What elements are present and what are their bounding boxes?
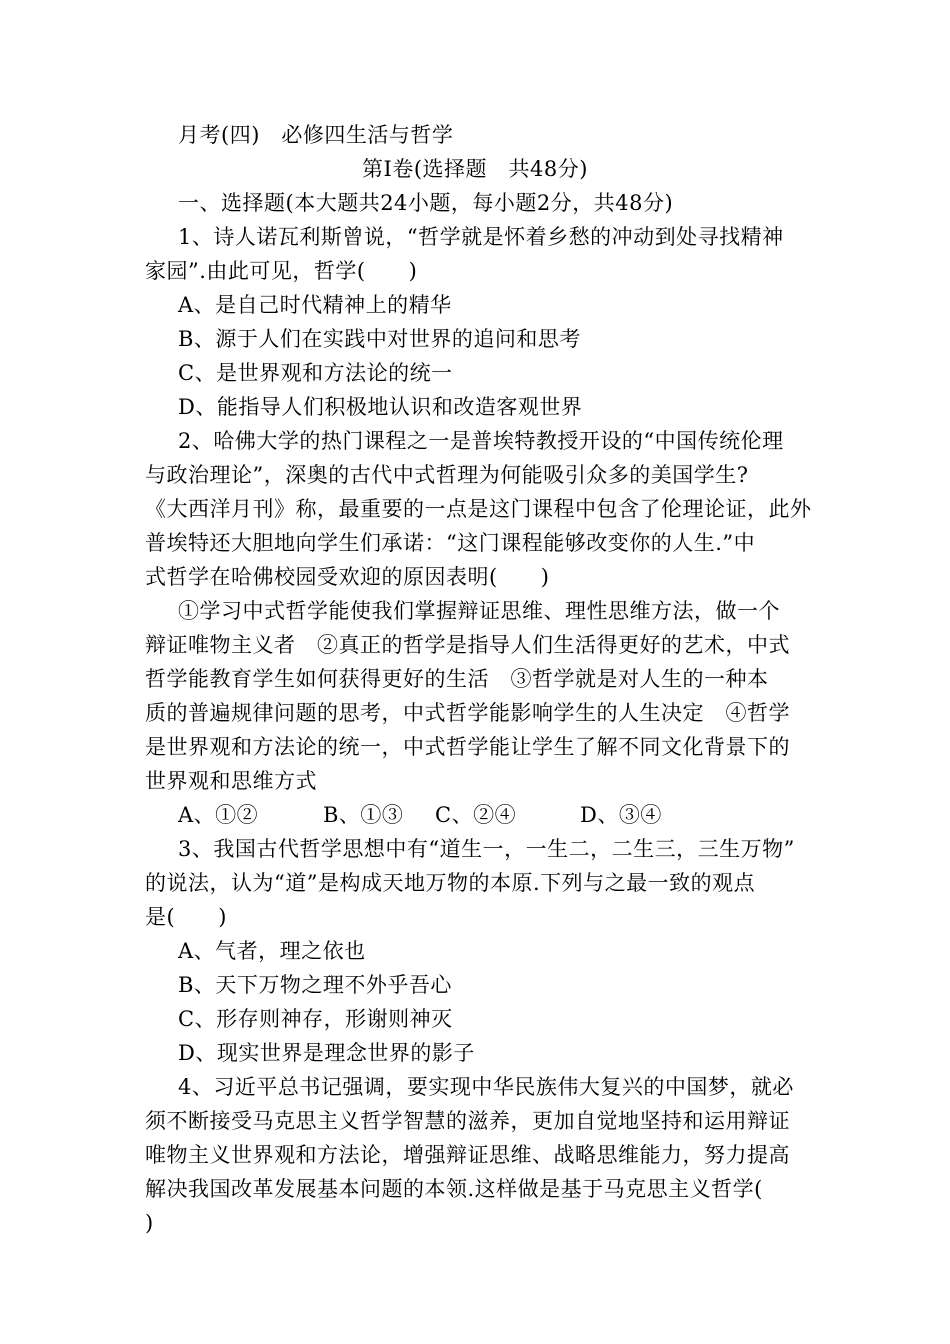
q1-stem-line: 家园”.由此可见，哲学( ): [145, 259, 418, 283]
q2-statement-line: 是世界观和方法论的统一，中式哲学能让学生了解不同文化背景下的: [145, 735, 790, 759]
q4-stem-line: 4、习近平总书记强调，要实现中华民族伟大复兴的中国梦，就必: [178, 1075, 794, 1099]
q2-choice-d: D、③④: [580, 803, 662, 827]
q2-statement-line: 世界观和思维方式: [145, 769, 317, 793]
q3-option-d: D、现实世界是理念世界的影子: [178, 1041, 475, 1065]
q2-stem-line: 2、哈佛大学的热门课程之一是普埃特教授开设的“中国传统伦理: [178, 429, 784, 453]
q2-statement-line: 辩证唯物主义者 ②真正的哲学是指导人们生活得更好的艺术，中式: [145, 633, 790, 657]
q2-stem-line: 普埃特还大胆地向学生们承诺：“这门课程能够改变你的人生.”中: [145, 531, 756, 555]
q3-stem-line: 3、我国古代哲学思想中有“道生一，一生二，二生三，三生万物”: [178, 837, 795, 861]
q2-statement-line: ①学习中式哲学能使我们掌握辩证思维、理性思维方法，做一个: [178, 599, 780, 623]
q2-stem-line: 《大西洋月刊》称，最重要的一点是这门课程中包含了伦理论证，此外: [145, 497, 812, 521]
q4-stem-line: ): [145, 1211, 154, 1235]
q2-choice-b: B、①③: [323, 803, 404, 827]
q2-choice-c: C、②④: [435, 803, 517, 827]
section-header: 第Ⅰ卷(选择题 共48分): [362, 157, 588, 181]
q1-stem-line: 1、诗人诺瓦利斯曾说，“哲学就是怀着乡愁的冲动到处寻找精神: [178, 225, 784, 249]
q2-choices: [178, 798, 843, 832]
q2-choice-a: A、①②: [178, 803, 259, 827]
q2-stem-line: 与政治理论”，深奥的古代中式哲理为何能吸引众多的美国学生?: [145, 463, 749, 487]
q1-option-c: C、是世界观和方法论的统一: [178, 361, 453, 385]
q4-stem-line: 解决我国改革发展基本问题的本领.这样做是基于马克思主义哲学(: [145, 1177, 763, 1201]
q4-stem-line: 唯物主义世界观和方法论，增强辩证思维、战略思维能力，努力提高: [145, 1143, 790, 1167]
q3-option-c: C、形存则神存，形谢则神灭: [178, 1007, 453, 1031]
q4-stem-line: 须不断接受马克思主义哲学智慧的滋养，更加自觉地坚持和运用辩证: [145, 1109, 790, 1133]
q2-statement-line: 哲学能教育学生如何获得更好的生活 ③哲学就是对人生的一种本: [145, 667, 769, 691]
q2-statement-line: 质的普遍规律问题的思考，中式哲学能影响学生的人生决定 ④哲学: [145, 701, 790, 725]
q3-option-b: B、天下万物之理不外乎吾心: [178, 973, 452, 997]
q1-option-a: A、是自己时代精神上的精华: [178, 293, 452, 317]
q3-stem-line: 是( ): [145, 905, 227, 929]
q2-stem-line: 式哲学在哈佛校园受欢迎的原因表明( ): [145, 565, 550, 589]
q1-option-d: D、能指导人们积极地认识和改造客观世界: [178, 395, 583, 419]
q3-option-a: A、气者，理之依也: [178, 939, 366, 963]
q3-stem-line: 的说法，认为“道”是构成天地万物的本原.下列与之最一致的观点: [145, 871, 756, 895]
page-title: 月考(四) 必修四生活与哲学: [178, 123, 454, 147]
q1-option-b: B、源于人们在实践中对世界的追问和思考: [178, 327, 581, 351]
part-intro: 一、选择题(本大题共24小题，每小题2分，共48分): [178, 191, 674, 215]
